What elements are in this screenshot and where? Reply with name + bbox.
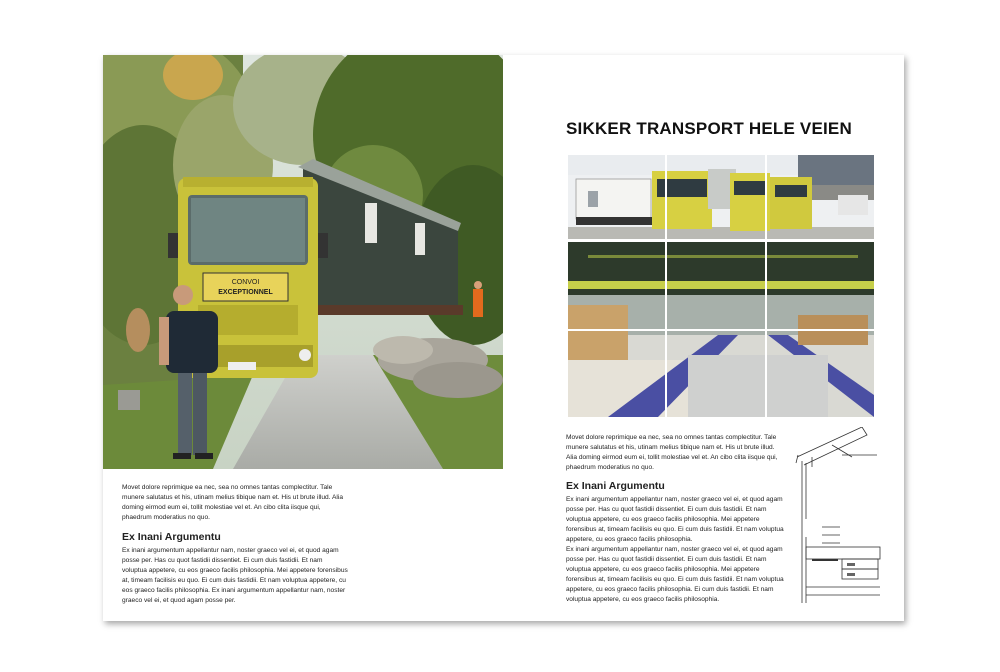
left-page (103, 55, 503, 621)
technical-drawing-section (792, 427, 882, 603)
right-body-paragraph-2: Ex inani argumentum appellantur nam, noster graeco vel ei, et quod agam posse per. Has cu quot fastidii dissentiet. Ei cum duis fastidii. Et nam voluptua appetere, cu eos graeco facilis philosophia. Mei appetere forensibus at, timeam facilisis eu quo. Ei cum duis fastidii. Et nam voluptua appetere, cu eos graeco facilis philosophia. Ei cum duis fastidii. Et nam voluptua appetere, cu eos graeco facilis philosophia. (566, 546, 784, 603)
left-subheading: Ex Inani Argumentu (122, 531, 221, 543)
left-body-paragraph: Ex inani argumentum appellantur nam, noster graeco vel ei, et quod agam posse per. Has cu quot fastidii dissentiet. Ei cum duis fastidii. Et nam voluptua appetere, cu eos graeco facilis philosophia. Mei appetere forensibus at, timeam facilisis eu quo. Ei cum duis fastidii. Et nam voluptua appetere, cu eos graeco facilis philosophia. Ex inani argumentum appellantur nam, noster graeco vel ei, et quod agam posse per. (122, 547, 348, 604)
right-intro-paragraph: Movet dolore reprimique ea nec, sea no omnes tantas complectitur. Tale munere salutatus et his, utinam melius tibique nam et. His ut brute illud. Alia doming eirmod eum ei, tollit molestiae vel et. An cibo clita iisque qui, phaedrum moderatius no quo. (566, 434, 778, 471)
truck-sign-line1: CONVOI (231, 279, 260, 286)
right-subheading: Ex Inani Argumentu (566, 480, 665, 492)
left-intro-paragraph: Movet dolore reprimique ea nec, sea no omnes tantas complectitur. Tale munere salutatus et his, utinam melius tibique nam et. His ut brute illud. Alia doming eirmod eum ei, tollit molestiae vel et. An cibo clita iisque qui, phaedrum moderatius no quo. (122, 484, 343, 521)
truck-sign-line2: EXCEPTIONNEL (218, 289, 273, 296)
magazine-spread (103, 55, 904, 621)
right-page (503, 55, 904, 621)
hero-photo-truck (103, 55, 503, 469)
right-body-paragraph-1: Ex inani argumentum appellantur nam, noster graeco vel ei, et quod agam posse per. Has cu quot fastidii dissentiet. Ei cum duis fastidii. Et nam voluptua appetere, cu eos graeco facilis philosophia. Mei appetere forensibus at, timeam facilisis eu quo. Ei cum duis fastidii. Et nam voluptua appetere, cu eos graeco facilis philosophia. (566, 496, 784, 543)
page-title: SIKKER TRANSPORT HELE VEIEN (566, 119, 852, 138)
photo-grid-transport-warehouse (568, 155, 874, 417)
